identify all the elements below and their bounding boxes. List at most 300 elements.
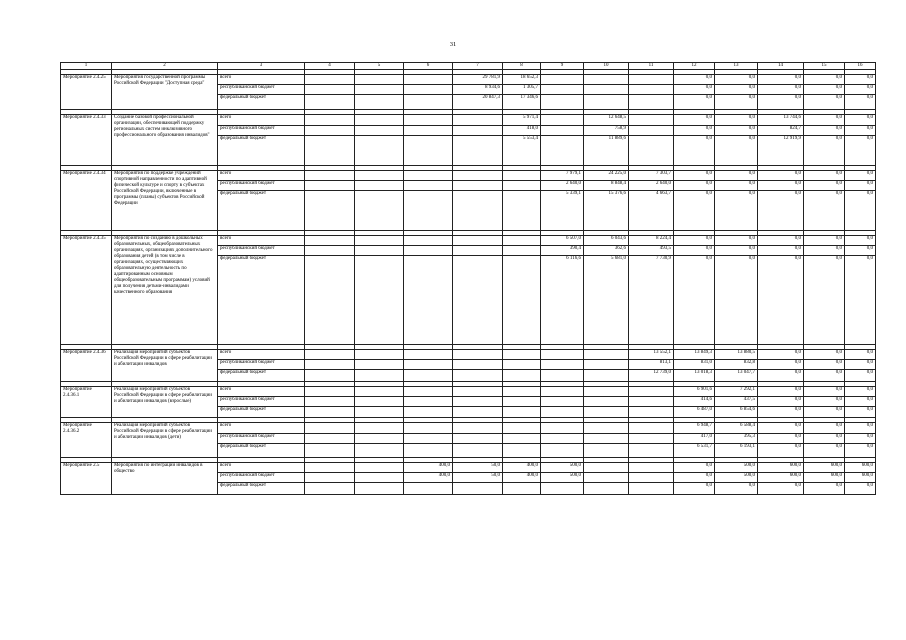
measure-name: Реализация мероприятий субъектов Российской Федерации в сфере реабилитации и абилитации инвалидов (дети) bbox=[112, 423, 218, 458]
funding-source: федеральный бюджет bbox=[218, 191, 305, 231]
funding-source: республиканский бюджет bbox=[218, 360, 305, 370]
value-cell: 0,0 bbox=[758, 370, 804, 382]
value-cell: 8 224,4 bbox=[629, 236, 674, 246]
value-cell: 0,0 bbox=[758, 407, 804, 418]
value-cell bbox=[404, 181, 453, 191]
value-cell: 12 648,5 bbox=[584, 115, 629, 126]
value-cell bbox=[355, 115, 404, 126]
value-cell bbox=[355, 181, 404, 191]
measure-name: Мероприятия по созданию в дошкольных образовательных, общеобразовательных организациях, организациях дополнительного образования детей (в том числе в организациях, осуществляющих образовательную деятельность по адаптированным основным общеобразовательным программам) условий для получения детьми-инвалидами качественного образования bbox=[112, 236, 218, 345]
value-cell bbox=[355, 473, 404, 483]
value-cell: 0,0 bbox=[804, 407, 845, 418]
value-cell bbox=[453, 171, 503, 181]
value-cell: 0,0 bbox=[758, 191, 804, 231]
value-cell: 0,0 bbox=[804, 85, 845, 95]
value-cell: 0,0 bbox=[758, 350, 804, 360]
value-cell: 0,0 bbox=[715, 95, 758, 110]
value-cell bbox=[503, 171, 541, 181]
value-cell: 0,0 bbox=[804, 136, 845, 166]
value-cell bbox=[305, 95, 355, 110]
value-cell: 600,0 bbox=[758, 473, 804, 483]
value-cell: 0,0 bbox=[845, 236, 876, 246]
value-cell: 0,0 bbox=[674, 191, 715, 231]
value-cell: 0,0 bbox=[715, 236, 758, 246]
value-cell: 8 848,4 bbox=[584, 181, 629, 191]
value-cell bbox=[404, 191, 453, 231]
funding-source: республиканский бюджет bbox=[218, 85, 305, 95]
value-cell: 0,0 bbox=[804, 181, 845, 191]
value-cell: 0,0 bbox=[845, 115, 876, 126]
funding-source: федеральный бюджет bbox=[218, 136, 305, 166]
value-cell bbox=[541, 136, 584, 166]
header-cell: 10 bbox=[584, 63, 629, 70]
value-cell: 5 681,0 bbox=[584, 256, 629, 345]
header-cell: 7 bbox=[453, 63, 503, 70]
value-cell: 0,0 bbox=[758, 95, 804, 110]
value-cell bbox=[453, 350, 503, 360]
value-cell: 13 849,3 bbox=[674, 350, 715, 360]
value-cell bbox=[355, 256, 404, 345]
value-cell bbox=[305, 483, 355, 495]
value-cell bbox=[355, 387, 404, 397]
value-cell bbox=[629, 434, 674, 444]
value-cell: 0,0 bbox=[804, 387, 845, 397]
value-cell bbox=[305, 463, 355, 473]
value-cell bbox=[453, 136, 503, 166]
header-cell: 1 bbox=[61, 63, 112, 70]
value-cell bbox=[404, 397, 453, 407]
value-cell bbox=[541, 75, 584, 85]
value-cell bbox=[541, 350, 584, 360]
funding-source: республиканский бюджет bbox=[218, 473, 305, 483]
value-cell: 437,5 bbox=[715, 397, 758, 407]
measure-code: Мероприятие 2.4.34 bbox=[61, 171, 112, 231]
value-cell: 0,0 bbox=[845, 483, 876, 495]
value-cell bbox=[355, 370, 404, 382]
value-cell bbox=[355, 136, 404, 166]
value-cell bbox=[305, 434, 355, 444]
value-cell bbox=[453, 444, 503, 458]
value-cell: 6 588,4 bbox=[715, 423, 758, 434]
value-cell: 0,0 bbox=[804, 350, 845, 360]
value-cell: 0,0 bbox=[845, 136, 876, 166]
value-cell: 12 739,0 bbox=[629, 370, 674, 382]
value-cell: 50,0 bbox=[453, 473, 503, 483]
value-cell: 0,0 bbox=[715, 75, 758, 85]
value-cell bbox=[453, 236, 503, 246]
header-cell: 14 bbox=[758, 63, 804, 70]
table-row bbox=[61, 75, 876, 85]
value-cell: 11 889,6 bbox=[584, 136, 629, 166]
value-cell bbox=[584, 350, 629, 360]
value-cell: 6 193,1 bbox=[715, 444, 758, 458]
value-cell: 600,0 bbox=[758, 463, 804, 473]
value-cell: 13 552,1 bbox=[629, 350, 674, 360]
value-cell: 6 487,0 bbox=[674, 407, 715, 418]
value-cell bbox=[541, 370, 584, 382]
header-cell: 4 bbox=[305, 63, 355, 70]
value-cell: 500,0 bbox=[541, 463, 584, 473]
value-cell: 7 292,1 bbox=[715, 387, 758, 397]
value-cell bbox=[355, 236, 404, 246]
value-cell: 0,0 bbox=[674, 126, 715, 136]
value-cell: 0,0 bbox=[674, 85, 715, 95]
value-cell: 400,0 bbox=[404, 473, 453, 483]
header-cell: 8 bbox=[503, 63, 541, 70]
value-cell bbox=[541, 407, 584, 418]
funding-source: всего bbox=[218, 387, 305, 397]
value-cell: 6 531,7 bbox=[674, 444, 715, 458]
value-cell: 500,0 bbox=[715, 473, 758, 483]
budget-table bbox=[60, 62, 876, 495]
value-cell bbox=[355, 171, 404, 181]
value-cell bbox=[629, 115, 674, 126]
value-cell: 5 339,1 bbox=[541, 191, 584, 231]
value-cell: 400,0 bbox=[404, 463, 453, 473]
header-cell: 11 bbox=[629, 63, 674, 70]
value-cell: 0,0 bbox=[845, 397, 876, 407]
value-cell bbox=[404, 423, 453, 434]
header-cell: 16 bbox=[845, 63, 876, 70]
table-row bbox=[61, 236, 876, 246]
value-cell bbox=[355, 85, 404, 95]
funding-source: всего bbox=[218, 115, 305, 126]
value-cell bbox=[355, 407, 404, 418]
value-cell: 0,0 bbox=[804, 256, 845, 345]
value-cell: 13 018,3 bbox=[674, 370, 715, 382]
value-cell bbox=[453, 434, 503, 444]
value-cell bbox=[584, 444, 629, 458]
value-cell bbox=[584, 397, 629, 407]
value-cell: 400,0 bbox=[503, 473, 541, 483]
value-cell bbox=[305, 370, 355, 382]
value-cell: 0,0 bbox=[758, 397, 804, 407]
value-cell bbox=[584, 423, 629, 434]
value-cell: 6 507,0 bbox=[541, 236, 584, 246]
value-cell bbox=[305, 423, 355, 434]
value-cell: 0,0 bbox=[674, 483, 715, 495]
value-cell bbox=[584, 407, 629, 418]
value-cell bbox=[629, 387, 674, 397]
value-cell bbox=[305, 75, 355, 85]
value-cell: 0,0 bbox=[715, 126, 758, 136]
value-cell bbox=[584, 463, 629, 473]
value-cell: 0,0 bbox=[758, 256, 804, 345]
value-cell bbox=[503, 397, 541, 407]
value-cell: 5 553,4 bbox=[503, 136, 541, 166]
value-cell bbox=[629, 126, 674, 136]
funding-source: всего bbox=[218, 171, 305, 181]
value-cell bbox=[584, 483, 629, 495]
value-cell: 0,0 bbox=[845, 387, 876, 397]
value-cell bbox=[404, 95, 453, 110]
value-cell bbox=[404, 387, 453, 397]
value-cell bbox=[584, 387, 629, 397]
value-cell bbox=[503, 444, 541, 458]
value-cell: 0,0 bbox=[804, 126, 845, 136]
funding-source: всего bbox=[218, 75, 305, 85]
funding-source: республиканский бюджет bbox=[218, 246, 305, 256]
value-cell bbox=[404, 136, 453, 166]
value-cell bbox=[584, 95, 629, 110]
value-cell bbox=[629, 463, 674, 473]
value-cell: 0,0 bbox=[804, 434, 845, 444]
measure-name: Реализация мероприятий субъектов Российской Федерации в сфере реабилитации и абилитации инвалидов bbox=[112, 350, 218, 382]
value-cell: 0,0 bbox=[715, 85, 758, 95]
value-cell: 500,0 bbox=[715, 463, 758, 473]
value-cell bbox=[404, 483, 453, 495]
value-cell: 0,0 bbox=[758, 434, 804, 444]
value-cell bbox=[305, 181, 355, 191]
value-cell: 0,0 bbox=[804, 397, 845, 407]
value-cell bbox=[503, 256, 541, 345]
value-cell bbox=[355, 126, 404, 136]
value-cell bbox=[453, 246, 503, 256]
value-cell: 493,5 bbox=[629, 246, 674, 256]
value-cell bbox=[355, 191, 404, 231]
value-cell bbox=[404, 75, 453, 85]
value-cell: 6 854,6 bbox=[715, 407, 758, 418]
value-cell: 2 640,0 bbox=[629, 181, 674, 191]
value-cell: 4 663,7 bbox=[629, 191, 674, 231]
value-cell bbox=[584, 370, 629, 382]
value-cell: 758,9 bbox=[584, 126, 629, 136]
value-cell bbox=[541, 387, 584, 397]
funding-source: республиканский бюджет bbox=[218, 397, 305, 407]
value-cell bbox=[629, 473, 674, 483]
value-cell bbox=[355, 483, 404, 495]
value-cell bbox=[305, 246, 355, 256]
value-cell bbox=[404, 370, 453, 382]
value-cell: 0,0 bbox=[845, 256, 876, 345]
header-cell: 13 bbox=[715, 63, 758, 70]
value-cell: 0,0 bbox=[674, 171, 715, 181]
measure-name: Создание базовой профессиональной организации, обеспечивающей поддержку региональных систем инклюзивного профессионального образования инвалидов" bbox=[112, 115, 218, 166]
value-cell bbox=[453, 407, 503, 418]
value-cell bbox=[453, 397, 503, 407]
page-number: 31 bbox=[449, 41, 457, 48]
value-cell: 1 305,7 bbox=[503, 85, 541, 95]
value-cell: 600,0 bbox=[845, 473, 876, 483]
value-cell bbox=[629, 407, 674, 418]
value-cell: 0,0 bbox=[845, 191, 876, 231]
value-cell bbox=[305, 256, 355, 345]
value-cell: 813,1 bbox=[629, 360, 674, 370]
value-cell bbox=[629, 75, 674, 85]
value-cell bbox=[355, 444, 404, 458]
value-cell bbox=[305, 85, 355, 95]
value-cell: 0,0 bbox=[674, 463, 715, 473]
value-cell: 6 948,7 bbox=[674, 423, 715, 434]
value-cell bbox=[453, 387, 503, 397]
value-cell: 0,0 bbox=[758, 423, 804, 434]
value-cell: 0,0 bbox=[845, 85, 876, 95]
value-cell bbox=[629, 85, 674, 95]
table-row bbox=[61, 115, 876, 126]
value-cell: 29 781,9 bbox=[453, 75, 503, 85]
value-cell: 418,0 bbox=[503, 126, 541, 136]
value-cell bbox=[541, 423, 584, 434]
value-cell bbox=[404, 350, 453, 360]
value-cell bbox=[584, 75, 629, 85]
value-cell bbox=[629, 136, 674, 166]
value-cell bbox=[404, 434, 453, 444]
value-cell: 0,0 bbox=[715, 181, 758, 191]
value-cell: 0,0 bbox=[845, 95, 876, 110]
measure-code: Мероприятие 2.4.33 bbox=[61, 115, 112, 166]
value-cell bbox=[541, 360, 584, 370]
value-cell: 15 376,6 bbox=[584, 191, 629, 231]
value-cell: 0,0 bbox=[758, 444, 804, 458]
value-cell bbox=[503, 423, 541, 434]
funding-source: федеральный бюджет bbox=[218, 407, 305, 418]
measure-name: Мероприятия по поддержке учреждений спортивной направленности по адаптивной физической культуре и спорту в субъектах Российской Федерации, включенные в программы (планы) субъектов Российской Федерации bbox=[112, 171, 218, 231]
value-cell: 0,0 bbox=[674, 95, 715, 110]
value-cell: 5 971,4 bbox=[503, 115, 541, 126]
value-cell: 0,0 bbox=[845, 370, 876, 382]
value-cell: 0,0 bbox=[674, 256, 715, 345]
value-cell bbox=[404, 246, 453, 256]
value-cell bbox=[453, 181, 503, 191]
value-cell bbox=[541, 115, 584, 126]
value-cell: 7 730,9 bbox=[629, 256, 674, 345]
value-cell: 0,0 bbox=[674, 136, 715, 166]
value-cell: 0,0 bbox=[804, 246, 845, 256]
value-cell: 400,0 bbox=[503, 463, 541, 473]
value-cell: 20 847,3 bbox=[453, 95, 503, 110]
value-cell bbox=[355, 246, 404, 256]
value-cell bbox=[541, 126, 584, 136]
measure-code: Мероприятие 2.4.35 bbox=[61, 236, 112, 345]
value-cell: 362,6 bbox=[584, 246, 629, 256]
value-cell: 0,0 bbox=[845, 350, 876, 360]
funding-source: федеральный бюджет bbox=[218, 444, 305, 458]
funding-source: федеральный бюджет bbox=[218, 370, 305, 382]
value-cell: 0,0 bbox=[804, 191, 845, 231]
value-cell: 0,0 bbox=[845, 360, 876, 370]
measure-code: Мероприятие 2.4.36.1 bbox=[61, 387, 112, 418]
value-cell bbox=[305, 236, 355, 246]
value-cell bbox=[541, 397, 584, 407]
value-cell: 0,0 bbox=[715, 246, 758, 256]
table-row bbox=[61, 171, 876, 181]
value-cell bbox=[404, 171, 453, 181]
value-cell bbox=[355, 360, 404, 370]
value-cell: 0,0 bbox=[804, 95, 845, 110]
value-cell: 832,8 bbox=[715, 360, 758, 370]
table-row bbox=[61, 387, 876, 397]
value-cell: 0,0 bbox=[845, 434, 876, 444]
value-cell bbox=[503, 387, 541, 397]
value-cell bbox=[404, 444, 453, 458]
value-cell: 50,0 bbox=[453, 463, 503, 473]
value-cell: 0,0 bbox=[758, 246, 804, 256]
header-cell: 2 bbox=[112, 63, 218, 70]
value-cell bbox=[584, 434, 629, 444]
value-cell: 7 979,1 bbox=[541, 171, 584, 181]
header-cell: 3 bbox=[218, 63, 305, 70]
value-cell: 0,0 bbox=[758, 236, 804, 246]
header-cell: 9 bbox=[541, 63, 584, 70]
value-cell: 600,0 bbox=[845, 463, 876, 473]
value-cell: 0,0 bbox=[845, 75, 876, 85]
header-cell: 15 bbox=[804, 63, 845, 70]
value-cell: 0,0 bbox=[804, 115, 845, 126]
value-cell bbox=[453, 370, 503, 382]
value-cell bbox=[503, 246, 541, 256]
value-cell: 7 303,7 bbox=[629, 171, 674, 181]
value-cell: 0,0 bbox=[845, 423, 876, 434]
value-cell bbox=[503, 181, 541, 191]
table-row bbox=[61, 423, 876, 434]
funding-source: всего bbox=[218, 423, 305, 434]
value-cell bbox=[453, 360, 503, 370]
value-cell bbox=[541, 483, 584, 495]
measure-code: Мероприятие 2.4.25 bbox=[61, 75, 112, 110]
value-cell: 500,0 bbox=[541, 473, 584, 483]
value-cell: 395,3 bbox=[715, 434, 758, 444]
value-cell: 0,0 bbox=[715, 115, 758, 126]
value-cell bbox=[503, 434, 541, 444]
measure-code: Мероприятие 2.5 bbox=[61, 463, 112, 495]
value-cell: 0,0 bbox=[845, 444, 876, 458]
value-cell bbox=[305, 191, 355, 231]
value-cell bbox=[629, 483, 674, 495]
value-cell: 0,0 bbox=[804, 483, 845, 495]
value-cell: 24 225,0 bbox=[584, 171, 629, 181]
value-cell bbox=[584, 85, 629, 95]
value-cell bbox=[305, 397, 355, 407]
header-cell: 6 bbox=[404, 63, 453, 70]
funding-source: республиканский бюджет bbox=[218, 434, 305, 444]
value-cell: 0,0 bbox=[758, 75, 804, 85]
value-cell: 0,0 bbox=[804, 370, 845, 382]
value-cell: 0,0 bbox=[845, 181, 876, 191]
value-cell: 0,0 bbox=[674, 246, 715, 256]
value-cell bbox=[541, 434, 584, 444]
value-cell: 0,0 bbox=[715, 483, 758, 495]
value-cell bbox=[629, 95, 674, 110]
header-cell: 5 bbox=[355, 63, 404, 70]
value-cell: 0,0 bbox=[674, 236, 715, 246]
value-cell: 0,0 bbox=[758, 181, 804, 191]
value-cell: 6 043,6 bbox=[584, 236, 629, 246]
value-cell: 0,0 bbox=[758, 387, 804, 397]
value-cell bbox=[355, 397, 404, 407]
value-cell bbox=[503, 483, 541, 495]
value-cell bbox=[404, 85, 453, 95]
value-cell: 0,0 bbox=[758, 360, 804, 370]
measure-code: Мероприятие 2.4.36.2 bbox=[61, 423, 112, 458]
funding-source: федеральный бюджет bbox=[218, 483, 305, 495]
value-cell: 6 901,6 bbox=[674, 387, 715, 397]
value-cell: 12 919,9 bbox=[758, 136, 804, 166]
value-cell: 6 116,6 bbox=[541, 256, 584, 345]
value-cell bbox=[453, 256, 503, 345]
value-cell: 18 652,3 bbox=[503, 75, 541, 85]
value-cell bbox=[629, 423, 674, 434]
value-cell bbox=[305, 136, 355, 166]
value-cell bbox=[503, 370, 541, 382]
value-cell: 0,0 bbox=[804, 444, 845, 458]
header-row bbox=[61, 63, 876, 70]
value-cell: 0,0 bbox=[845, 171, 876, 181]
value-cell: 0,0 bbox=[758, 171, 804, 181]
value-cell bbox=[305, 360, 355, 370]
value-cell bbox=[404, 236, 453, 246]
value-cell bbox=[629, 397, 674, 407]
value-cell: 13 744,6 bbox=[758, 115, 804, 126]
